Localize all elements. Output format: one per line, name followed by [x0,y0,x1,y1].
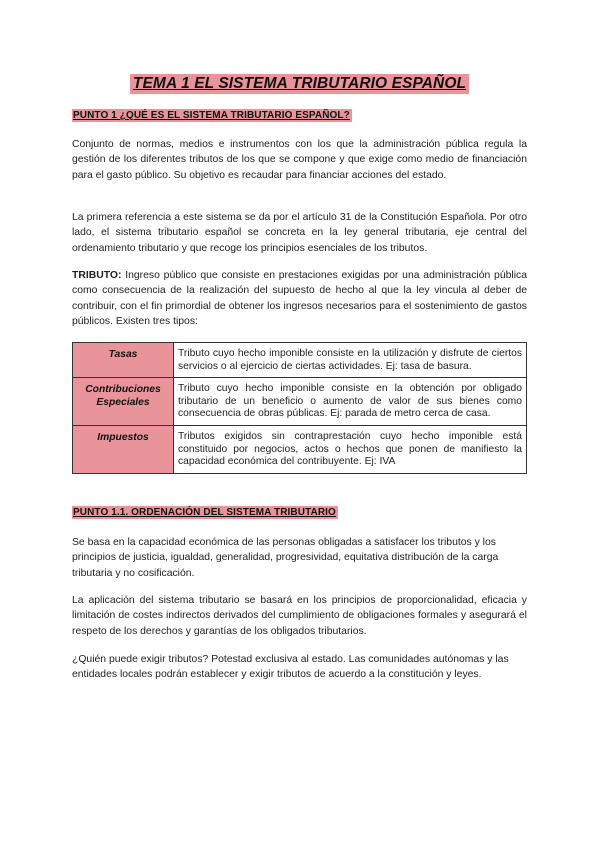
document-title: TEMA 1 EL SISTEMA TRIBUTARIO ESPAÑOL [130,74,469,94]
paragraph-constitution: La primera referencia a este sistema se da por el artículo 31 de la Constitución Española. Por otro lado, el sistema tributario español se concreta en la ley general tributaria, eje central del ordenamiento tributario y que recoge los principios esenciales de los tributos. [72,212,527,254]
type-description-cell: Tributo cuyo hecho imponible consiste en la utilización y disfrute de ciertos servicios o al ejercicio de ciertas actividades. Ej: tasa de basura. [174,343,527,378]
table-row [73,378,527,426]
type-name-cell: Impuestos [73,425,174,473]
type-name-cell: Tasas [73,343,174,378]
paragraph-capacidad: Se basa en la capacidad económica de las personas obligadas a satisfacer los tributos y los principios de justicia, igualdad, generalidad, progresividad, equitativa distribución de la carga tributaria y no cosificación. [72,537,499,579]
table-row [73,425,527,473]
section-heading-punto-1: PUNTO 1 ¿QUÉ ES EL SISTEMA TRIBUTARIO ESPAÑOL? [73,110,350,121]
type-name-cell: Contribuciones Especiales [73,378,174,426]
section-heading-punto-1-1: PUNTO 1.1. ORDENACIÓN DEL SISTEMA TRIBUTARIO [73,507,336,518]
tributo-types-table [72,342,527,474]
title-wrapper [72,74,527,94]
paragraph-definition: Conjunto de normas, medios e instrumentos con los que la administración pública regula la gestión de los diferentes tributos de los que se compone y que exige como medio de financiación para el gasto público. Su objetivo es recaudar para financiar acciones del estado. [72,139,527,181]
type-description-cell: Tributos exigidos sin contraprestación cuyo hecho imponible está constituido por negocios, actos o hechos que ponen de manifiesto la capacidad económica del contribuyente. Ej: IVA [174,425,527,473]
paragraph-tributo [72,268,527,329]
tributo-label: TRIBUTO: [72,270,122,281]
tributo-definition: Ingreso público que consiste en prestaciones exigidas por una administración pública como consecuencia de la realización del supuesto de hecho al que la ley vincula al deber de contribuir, con el fin primordial de obtener los ingresos necesarios para el sostenimiento de gastos públicos. Existen tres tipos: [72,270,527,327]
table-row [73,343,527,378]
type-description-cell: Tributo cuyo hecho imponible consiste en la obtención por obligado tributario de un beneficio o aumento de valor de sus bienes como consecuencia de obras públicas. Ej: parada de metro cerca de casa. [174,378,527,426]
paragraph-aplicacion: La aplicación del sistema tributario se basará en los principios de proporcionalidad, eficacia y limitación de costes indirectos derivados del cumplimiento de obligaciones formales y asegurará el respeto de los derechos y garantías de los obligados tributarios. [72,595,527,637]
paragraph-quien: ¿Quién puede exigir tributos? Potestad exclusiva al estado. Las comunidades autónomas y las entidades locales podrán establecer y exigir tributos de acuerdo a la constitución y leyes. [72,654,509,681]
